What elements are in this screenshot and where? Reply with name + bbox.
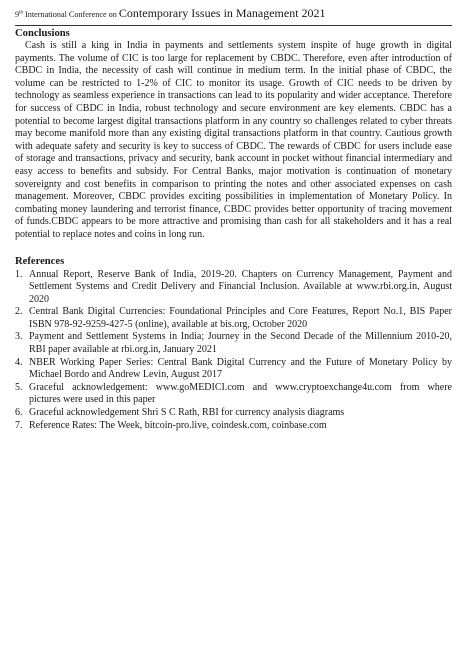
conference-title: Contemporary Issues in Management 2021 xyxy=(118,6,326,20)
ordinal-number: 9 xyxy=(15,10,20,19)
reference-text: Central Bank Digital Currencies: Foundational Principles and Core Features, Report No.1, BIS Paper ISBN 978-92-9259-427-5 (online), available at bis.org, October 2020 xyxy=(29,306,452,330)
conference-ordinal xyxy=(15,10,23,19)
reference-item xyxy=(15,357,452,382)
reference-text: Graceful acknowledgement Shri S C Rath, RBI for currency analysis diagrams xyxy=(29,407,345,419)
reference-item xyxy=(15,331,452,356)
references-heading: References xyxy=(15,255,65,267)
ordinal-suffix: th xyxy=(19,10,23,16)
reference-item xyxy=(15,382,452,407)
reference-item xyxy=(15,407,452,420)
reference-text: Graceful acknowledgement: www.goMEDICI.com and www.cryptoexchange4u.com from where pictures were used in this paper xyxy=(29,381,452,406)
reference-item xyxy=(15,269,452,307)
reference-number: 1. xyxy=(15,268,23,280)
reference-number: 4. xyxy=(15,356,23,368)
reference-text: NBER Working Paper Series: Central Bank Digital Currency and the Future of Monetary Policy by Michael Bordo and Andrew Levin, August 2017 xyxy=(29,356,452,381)
reference-text: Payment and Settlement Systems in India; Journey in the Second Decade of the Millennium 2010-20, RBI paper available at rbi.org.in, January 2021 xyxy=(29,331,452,356)
reference-number: 6. xyxy=(15,407,23,419)
reference-number: 5. xyxy=(15,381,23,393)
header-divider xyxy=(15,25,452,26)
reference-number: 7. xyxy=(15,419,23,431)
reference-text: Reference Rates: The Week, bitcoin-pro.live, coindesk.com, coinbase.com xyxy=(29,419,327,431)
reference-item xyxy=(15,306,452,331)
conclusions-paragraph: Cash is still a king in India in payments and settlements system inspite of huge growth in digital payments. The volume of CIC is too large for replacement by CBDC. Therefore, even after introduction of CBDC in India, the necessity of cash will continue in medium term. In the initial phase of CBDC, the volume can be restricted to 1-2% of CIC to monitor its usage. Growth of CIC needs to be driven by technology as seamless experience in transactions can lead to its popularity and wider acceptance. Therefore for success of CBDC in India, robust technology and secure environment are key elements. CBDC has a potential to become largest digital transactions platform in any country so challenges related to cyber threats may become manifold more than any existing digital transactions platform in that country. Cautious growth with adequate safety and security is key to success of CBDC. The rewards of CBDC for users include ease of storage and transactions, privacy and security, bank account in pocket without financial intermediary and easy access to benefits and subsidy. For Central Banks, major motivation is continuation of monetary sovereignty and cost benefits in comparison to printing the notes and other associated expenses on cash management. Moreover, CBDC provides exciting possibilities in implementation of Monetary Policy. In combating money laundering and terrorist finance, CBDC provides better opportunity of tracing movement of funds.CBDC appears to be more attractive and promising than cash for all stakeholders and it has a real potential to replace notes and coins in long run. xyxy=(15,40,452,240)
running-header xyxy=(15,6,452,22)
conference-prefix: International Conference on xyxy=(25,10,117,19)
reference-number: 2. xyxy=(15,306,23,318)
reference-text: Annual Report, Reserve Bank of India, 2019-20. Chapters on Currency Management, Payment and Settlement Systems and Credit Delivery and Financial Inclusion. Available at www.rbi.org.in, August 2020 xyxy=(29,268,452,305)
reference-number: 3. xyxy=(15,331,23,343)
references-list xyxy=(15,269,452,433)
conclusions-heading: Conclusions xyxy=(15,28,70,39)
document-page xyxy=(15,6,452,432)
reference-item xyxy=(15,420,452,433)
